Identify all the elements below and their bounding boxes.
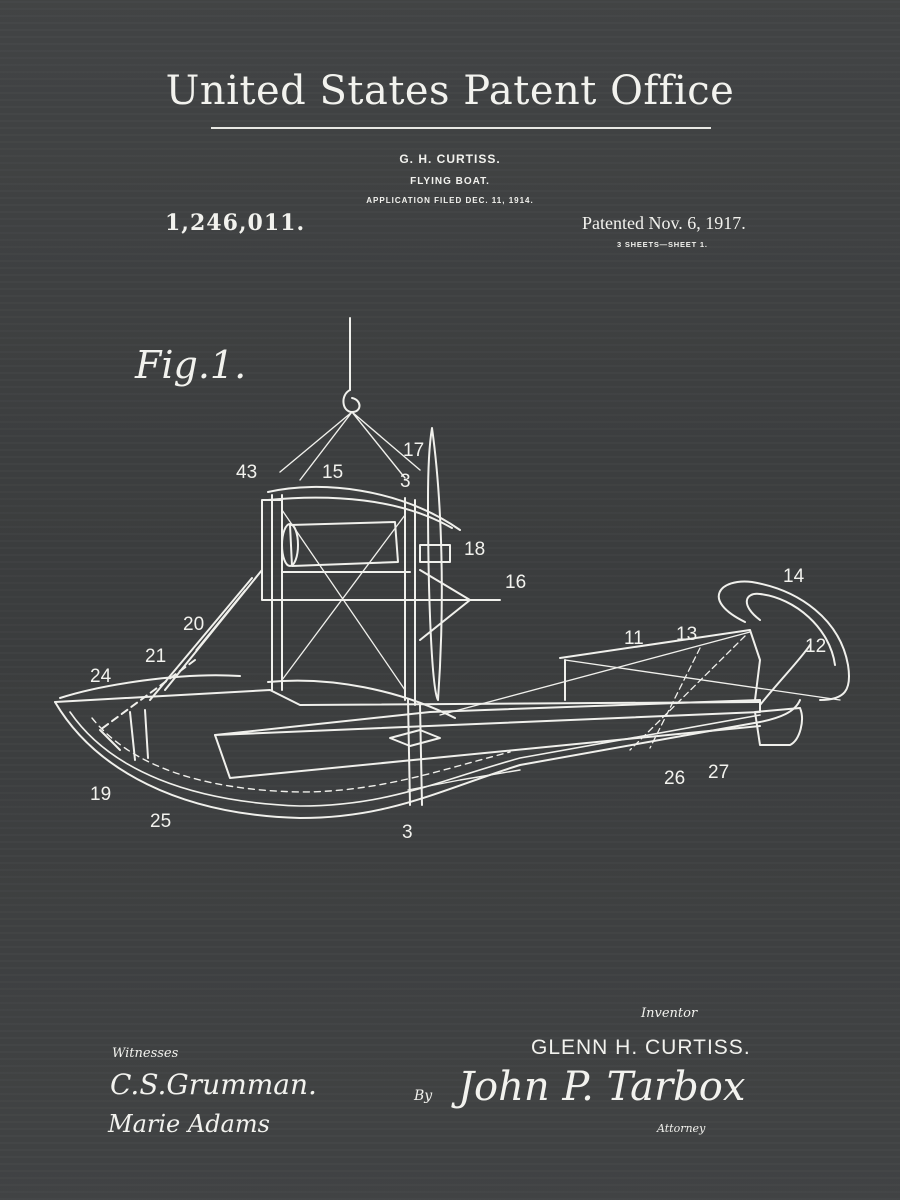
keel-plate <box>408 770 520 790</box>
tail-strut-2 <box>560 630 760 700</box>
ref-18: 18 <box>464 539 486 560</box>
ref-24: 24 <box>90 666 112 687</box>
witness-1-signature: C.S.Grumman. <box>110 1068 317 1101</box>
ref-15: 15 <box>322 462 344 483</box>
lift-sling <box>280 412 420 480</box>
tail-float <box>755 708 802 745</box>
ref-14: 14 <box>783 566 805 587</box>
ref-13: 13 <box>676 624 698 645</box>
cabin-cross-2 <box>282 515 405 680</box>
ref-25: 25 <box>150 811 172 832</box>
patented-date: Patented Nov. 6, 1917. <box>582 213 746 233</box>
patent-number: 1,246,011. <box>165 210 306 236</box>
inventor-label: Inventor <box>641 1006 698 1021</box>
ref-16: 16 <box>505 572 527 593</box>
outrigger <box>380 570 500 640</box>
invention-title: FLYING BOAT. <box>410 176 490 187</box>
attorney-signature: John P. Tarbox <box>458 1064 746 1110</box>
ref-43: 43 <box>236 462 258 483</box>
bow-post <box>130 710 148 760</box>
tail-fin <box>760 645 810 705</box>
engine-cylinder <box>290 522 398 566</box>
sheet-count: 3 SHEETS—SHEET 1. <box>617 240 708 249</box>
ref-11: 11 <box>624 628 644 649</box>
propeller-hub <box>420 545 450 562</box>
ref-3-bottom: 3 <box>402 822 413 843</box>
ref-17: 17 <box>403 440 425 461</box>
drawing-lines <box>55 318 849 818</box>
inventor-name: GLENN H. CURTISS. <box>531 1036 751 1059</box>
office-title: United States Patent Office <box>165 68 735 114</box>
step <box>390 730 440 746</box>
ref-12: 12 <box>805 636 827 657</box>
witness-2-signature: Marie Adams <box>108 1110 270 1138</box>
lift-hook <box>343 390 359 412</box>
attorney-label: Attorney <box>657 1122 706 1135</box>
ref-19: 19 <box>90 784 112 805</box>
application-filed: APPLICATION FILED DEC. 11, 1914. <box>366 196 534 205</box>
propeller <box>428 428 442 700</box>
ref-26: 26 <box>664 768 686 789</box>
witnesses-label: Witnesses <box>112 1046 179 1061</box>
ref-27: 27 <box>708 762 730 783</box>
ref-21: 21 <box>145 646 167 667</box>
figure-label: Fig.1. <box>135 343 247 387</box>
ref-20: 20 <box>183 614 205 635</box>
by-label: By <box>414 1088 433 1104</box>
ref-3-top: 3 <box>400 471 411 492</box>
inventor-header: G. H. CURTISS. <box>399 152 501 166</box>
cabin-rail <box>282 572 410 600</box>
tail-rigging-2 <box>565 660 840 700</box>
rudder-hook <box>719 582 849 700</box>
hull-gunwale <box>60 675 240 698</box>
